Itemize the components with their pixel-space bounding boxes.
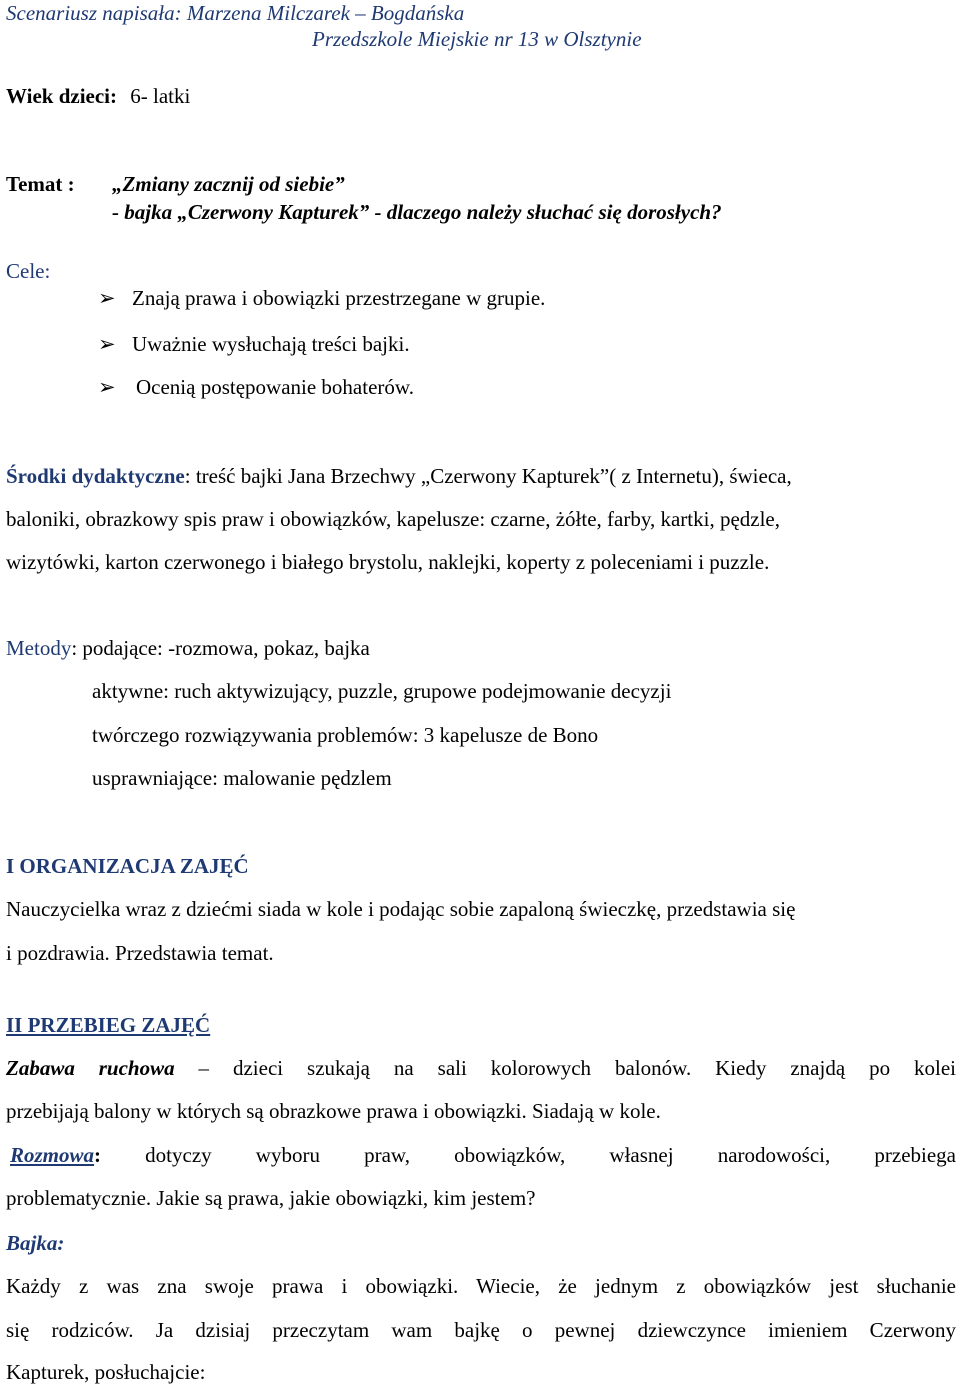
goals-label: Cele:	[6, 259, 51, 283]
tale-line-2: się rodziców. Ja dzisiaj przeczytam wam bajkę o pewnej dziewczynce imieniem Czerwony	[6, 1318, 956, 1342]
tale-label: Bajka:	[6, 1231, 65, 1255]
topic-label: Temat :	[6, 172, 75, 196]
methods-line-1: Metody: podające: -rozmowa, pokaz, bajka	[6, 636, 370, 660]
goal-item: ➢ Uważnie wysłuchają treści bajki.	[98, 332, 410, 356]
age-label: Wiek dzieci:	[6, 84, 118, 108]
age-value: 6- latki	[130, 84, 191, 108]
materials-label: Środki dydaktyczne	[6, 464, 185, 488]
section-2-title: II PRZEBIEG ZAJĘĆ	[6, 1013, 211, 1037]
topic-line-2: - bajka „Czerwony Kapturek” - dlaczego należy słuchać się dorosłych?	[112, 200, 722, 224]
talk-line-2: problematycznie. Jakie są prawa, jakie obowiązki, kim jestem?	[6, 1186, 536, 1210]
materials-line-1: Środki dydaktyczne: treść bajki Jana Brzechwy „Czerwony Kapturek”( z Internetu), świeca,	[6, 464, 792, 488]
age-row	[6, 84, 190, 109]
methods-active: aktywne: ruch aktywizujący, puzzle, grupowe podejmowanie decyzji	[92, 679, 672, 703]
methods-improving: usprawniające: malowanie pędzlem	[92, 766, 392, 790]
author-line: Scenariusz napisała: Marzena Milczarek – Bogdańska	[6, 1, 465, 25]
tale-line-1: Każdy z was zna swoje prawa i obowiązki. Wiecie, że jednym z obowiązków jest słuchanie	[6, 1274, 956, 1298]
section-1-line-1: Nauczycielka wraz z dziećmi siada w kole i podając sobie zapaloną świeczkę, przedstawia się	[6, 897, 796, 921]
game-line-2: przebijają balony w których są obrazkowe prawa i obowiązki. Siadają w kole.	[6, 1099, 661, 1123]
methods-creative: twórczego rozwiązywania problemów: 3 kapelusze de Bono	[92, 723, 599, 747]
talk-line-1: Rozmowa: dotyczy wyboru praw, obowiązków, własnej narodowości, przebiega	[10, 1143, 956, 1167]
topic-line-1: „Zmiany zacznij od siebie”	[112, 172, 345, 196]
school-line: Przedszkole Miejskie nr 13 w Olsztynie	[312, 27, 642, 51]
game-label: Zabawa ruchowa	[6, 1056, 175, 1080]
arrowhead-icon: ➢	[98, 375, 116, 399]
tale-line-3: Kapturek, posłuchajcie:	[6, 1360, 206, 1384]
section-1-line-2: i pozdrawia. Przedstawia temat.	[6, 941, 274, 965]
game-line-1: Zabawa ruchowa – dzieci szukają na sali kolorowych balonów. Kiedy znajdą po kolei	[6, 1056, 956, 1080]
materials-line-2: baloniki, obrazkowy spis praw i obowiązków, kapelusze: czarne, żółte, farby, kartki, pędzle,	[6, 507, 780, 531]
section-1-title: I ORGANIZACJA ZAJĘĆ	[6, 854, 249, 878]
talk-label: Rozmowa	[10, 1143, 95, 1167]
arrowhead-icon: ➢	[98, 332, 116, 356]
methods-label: Metody	[6, 636, 72, 660]
arrowhead-icon: ➢	[98, 286, 116, 310]
goal-item: ➢ Znają prawa i obowiązki przestrzegane w grupie.	[98, 286, 546, 310]
materials-line-3: wizytówki, karton czerwonego i białego brystolu, naklejki, koperty z poleceniami i puzzle.	[6, 550, 770, 574]
goal-item: ➢ Ocenią postępowanie bohaterów.	[98, 375, 414, 399]
